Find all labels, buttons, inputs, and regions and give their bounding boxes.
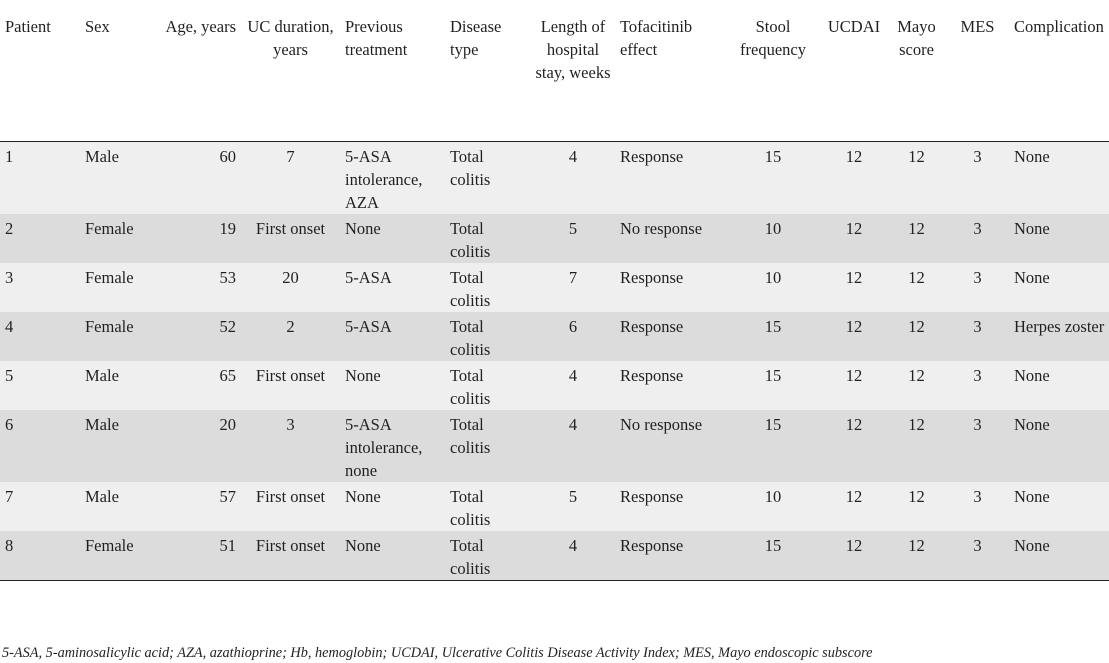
column-header-hospital-stay: Length of hospital stay, weeks — [530, 0, 615, 141]
previous-treatment-cell: 5-ASA intolerance, none — [345, 414, 423, 480]
table-row — [0, 410, 1109, 482]
column-header-ucdai: UCDAI — [820, 0, 887, 141]
sex-cell: Female — [85, 316, 134, 336]
patient-id-cell: 7 — [5, 486, 14, 506]
tofacitinib-effect-cell: Response — [620, 365, 684, 385]
sex-cell: Male — [85, 146, 119, 166]
mes-cell: 3 — [973, 365, 982, 385]
patient-id-cell: 8 — [0, 531, 80, 581]
complication-cell: None — [1014, 267, 1050, 287]
mayo-score-cell: 12 — [908, 486, 925, 506]
hospital-stay-cell: 4 — [568, 365, 578, 385]
ucdai-cell: 12 — [845, 414, 863, 434]
hospital-stay-cell: 6 — [568, 316, 578, 336]
uc-duration-cell: 7 — [286, 146, 295, 166]
hospital-stay-cell: 5 — [568, 218, 578, 238]
column-header-mayo-score: Mayo score — [887, 0, 945, 141]
stool-frequency-cell: 10 — [764, 486, 782, 506]
mayo-score-cell: 12 — [908, 414, 925, 434]
ucdai-cell: 12 — [845, 486, 863, 506]
ucdai-cell: 12 — [845, 365, 863, 385]
stool-frequency-cell: 15 — [764, 365, 782, 385]
tofacitinib-effect-cell: No response — [620, 218, 703, 238]
disease-type-cell: Total colitis — [450, 267, 491, 310]
column-header-disease-type: Disease type — [445, 0, 530, 141]
tofacitinib-effect-cell: Response — [620, 486, 684, 506]
previous-treatment-cell: None — [345, 486, 381, 506]
column-header-patient: Patient — [0, 0, 80, 141]
hospital-stay-cell: 4 — [530, 531, 615, 581]
stool-frequency-cell: 15 — [764, 414, 782, 434]
column-header-sex: Sex — [80, 0, 160, 141]
ucdai-cell: 12 — [820, 531, 887, 581]
disease-type-cell: Total colitis — [450, 316, 491, 359]
hospital-stay-cell: 7 — [568, 267, 578, 287]
column-header-tofacitinib-effect: Tofacitinib effect — [615, 0, 725, 141]
previous-treatment-cell: 5-ASA — [345, 316, 392, 336]
tofacitinib-effect-cell: Response — [620, 316, 684, 336]
disease-type-cell: Total colitis — [450, 146, 491, 189]
complication-cell: None — [1014, 365, 1050, 385]
patient-id-cell: 2 — [5, 218, 14, 238]
column-header-previous-treatment: Previous treatment — [340, 0, 445, 141]
mes-cell: 3 — [973, 267, 982, 287]
stool-frequency-cell: 10 — [764, 267, 782, 287]
previous-treatment-cell: 5-ASA intolerance, AZA — [345, 146, 423, 212]
column-header-uc-duration: UC duration, years — [240, 0, 340, 141]
sex-cell: Female — [85, 218, 134, 238]
patient-id-cell: 4 — [5, 316, 14, 336]
table-body — [0, 141, 1109, 580]
uc-duration-cell: 2 — [286, 316, 295, 336]
uc-duration-cell: 20 — [282, 267, 299, 287]
age-cell: 52 — [219, 316, 236, 336]
age-cell: 51 — [160, 531, 240, 581]
mes-cell: 3 — [973, 218, 982, 238]
age-cell: 60 — [219, 146, 236, 166]
complication-cell: Herpes zoster — [1014, 316, 1105, 336]
tofacitinib-effect-cell: Response — [620, 146, 684, 166]
mes-cell: 3 — [973, 146, 982, 166]
age-cell: 53 — [219, 267, 236, 287]
age-cell: 57 — [219, 486, 236, 506]
age-cell: 20 — [219, 414, 236, 434]
complication-cell: None — [1014, 146, 1050, 166]
sex-cell: Male — [85, 414, 119, 434]
uc-duration-cell: First onset — [240, 531, 340, 581]
ucdai-cell: 12 — [845, 146, 863, 166]
column-header-stool-frequency: Stool frequency — [725, 0, 820, 141]
disease-type-cell: Total colitis — [450, 486, 491, 529]
uc-duration-cell: First onset — [255, 365, 326, 385]
column-header-age: Age, years — [160, 0, 240, 141]
table-row — [0, 312, 1109, 361]
stool-frequency-cell: 15 — [725, 531, 820, 581]
sex-cell: Male — [85, 365, 119, 385]
tofacitinib-effect-cell: Response — [615, 531, 725, 581]
patient-id-cell: 3 — [5, 267, 14, 287]
sex-cell: Female — [80, 531, 160, 581]
mes-cell: 3 — [973, 316, 982, 336]
complication-cell: None — [1014, 486, 1050, 506]
age-cell: 19 — [219, 218, 236, 238]
mayo-score-cell: 12 — [908, 267, 925, 287]
tofacitinib-effect-cell: No response — [620, 414, 703, 434]
complication-cell: None — [1014, 414, 1050, 434]
mayo-score-cell: 12 — [908, 316, 925, 336]
table-row — [0, 263, 1109, 312]
previous-treatment-cell: None — [345, 365, 381, 385]
disease-type-cell: Total colitis — [450, 365, 491, 408]
mayo-score-cell: 12 — [908, 365, 925, 385]
patient-id-cell: 1 — [5, 146, 14, 166]
column-header-complication: Complication — [1009, 0, 1109, 141]
complication-cell: None — [1014, 218, 1050, 238]
column-header-mes: MES — [945, 0, 1009, 141]
sex-cell: Female — [85, 267, 134, 287]
previous-treatment-cell: None — [345, 218, 381, 238]
mes-cell: 3 — [973, 486, 982, 506]
mayo-score-cell: 12 — [908, 146, 925, 166]
mes-cell: 3 — [973, 414, 982, 434]
previous-treatment-cell: 5-ASA — [345, 267, 392, 287]
table-row — [0, 141, 1109, 214]
uc-duration-cell: First onset — [255, 218, 326, 238]
hospital-stay-cell: 4 — [568, 414, 578, 434]
mayo-score-cell: 12 — [887, 531, 945, 581]
table-footnote: 5-ASA, 5-aminosalicylic acid; AZA, azathioprine; Hb, hemoglobin; UCDAI, Ulcerative Colitis Disease Activity Index; MES, Mayo endoscopic subscore — [2, 645, 873, 661]
sex-cell: Male — [85, 486, 119, 506]
uc-duration-cell: First onset — [255, 486, 326, 506]
patient-id-cell: 6 — [5, 414, 14, 434]
table-row — [0, 361, 1109, 410]
stool-frequency-cell: 15 — [764, 146, 782, 166]
table-row — [0, 531, 1109, 581]
hospital-stay-cell: 4 — [568, 146, 578, 166]
disease-type-cell: Total colitis — [450, 218, 491, 261]
stool-frequency-cell: 15 — [764, 316, 782, 336]
ucdai-cell: 12 — [845, 218, 863, 238]
ucdai-cell: 12 — [845, 316, 863, 336]
stool-frequency-cell: 10 — [764, 218, 782, 238]
disease-type-cell: Total colitis — [450, 414, 491, 457]
previous-treatment-cell: None — [340, 531, 445, 581]
hospital-stay-cell: 5 — [568, 486, 578, 506]
table-row — [0, 214, 1109, 263]
table-row — [0, 482, 1109, 531]
ucdai-cell: 12 — [845, 267, 863, 287]
age-cell: 65 — [219, 365, 236, 385]
complication-cell: None — [1009, 531, 1109, 581]
tofacitinib-effect-cell: Response — [620, 267, 684, 287]
disease-type-cell: Total colitis — [445, 531, 530, 581]
mayo-score-cell: 12 — [908, 218, 925, 238]
patient-id-cell: 5 — [5, 365, 14, 385]
mes-cell: 3 — [945, 531, 1009, 581]
uc-duration-cell: 3 — [286, 414, 295, 434]
table-header-row — [0, 0, 1109, 141]
